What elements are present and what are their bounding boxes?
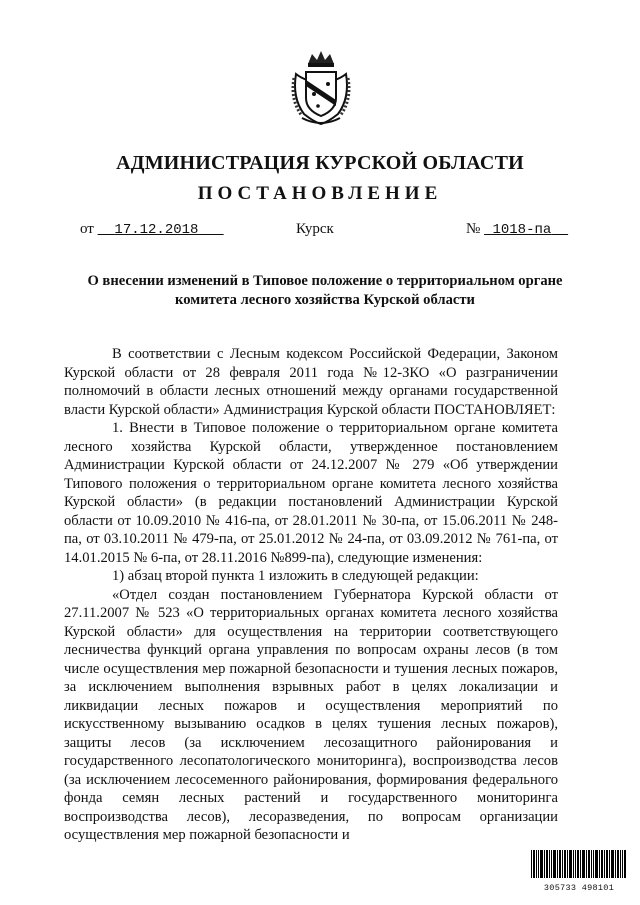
document-type-title: ПОСТАНОВЛЕНИЕ bbox=[197, 183, 443, 204]
document-barcode bbox=[531, 850, 627, 893]
document-body bbox=[64, 345, 558, 845]
barcode-bars bbox=[531, 850, 627, 878]
number-prefix: № bbox=[466, 221, 481, 237]
paragraph: 1. Внести в Типовое положение о территориальном органе комитета лесного хозяйства Курской области, утвержденное постановлением Администрации Курской области от 24.12.2007 № 279 «Об утверждении Типового положения о территориальном органе комитета лесного хозяйства Курской области» (в редакции постановлений Администрации Курской области от 10.09.2010 № 416-па, от 28.01.2011 № 30-па, от 15.06.2011 № 248-па, от 03.10.2011 № 479-па, от 25.01.2012 № 24-па, от 03.09.2012 № 761-па, от 14.01.2015 № 6-па, от 28.11.2016 №899-па), следующие изменения: bbox=[64, 420, 558, 566]
document-subject: О внесении изменений в Типовое положение о территориальном органе комитета лесного хозяйства Курской области bbox=[87, 273, 563, 308]
document-city: Курск bbox=[296, 221, 334, 237]
document-date-line bbox=[80, 221, 224, 238]
coat-of-arms-emblem bbox=[288, 48, 354, 128]
document-number: 1018-па bbox=[492, 222, 552, 238]
paragraph: 1) абзац второй пункта 1 изложить в следующей редакции: bbox=[112, 568, 479, 584]
document-date: 17.12.2018 bbox=[114, 222, 199, 238]
barcode-number: 305733 498101 bbox=[543, 883, 615, 893]
paragraph: В соответствии с Лесным кодексом Российской Федерации, Законом Курской области от 28 февраля 2011 года №12-ЗКО «О разграничении полномочий в области лесных отношений между органами государственной власти Курской области» Администрация Курской области ПОСТАНОВЛЯЕТ: bbox=[64, 346, 558, 418]
document-number-line bbox=[466, 221, 568, 238]
organization-name: АДМИНИСТРАЦИЯ КУРСКОЙ ОБЛАСТИ bbox=[116, 152, 524, 174]
date-prefix: от bbox=[80, 221, 94, 237]
paragraph: «Отдел создан постановлением Губернатора Курской области от 27.11.2007 № 523 «О территориальных органах комитета лесного хозяйства Курской области» для осуществления на территории соответствующего лесничества функций органа управления по вопросам охраны лесов (в том числе осуществления мер пожарной безопасности и тушения лесных пожаров, за исключением выполнения взрывных работ в целях локализации и ликвидации лесных пожаров и осуществления мероприятий по искусственному вызыванию осадков в целях тушения лесных пожаров), защиты лесов (за исключением лесозащитного районирования и государственного лесопатологического мониторинга), воспроизводства лесов (за исключением лесосеменного районирования, формирования федерального фонда семян лесных растений и государственного мониторинга воспроизводства лесов), лесоразведения, по вопросам организации осуществления мер пожарной безопасности и bbox=[64, 586, 558, 843]
